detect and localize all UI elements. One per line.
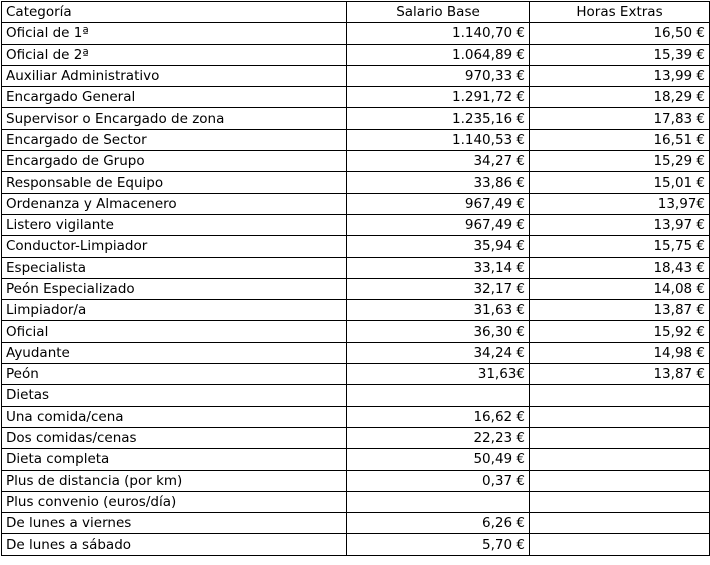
table-row	[2, 470, 710, 491]
table-row	[2, 87, 710, 108]
table-row	[2, 406, 710, 427]
horas-extras-cell: 13,87 €	[530, 364, 710, 385]
horas-extras-cell: 18,43 €	[530, 257, 710, 278]
table-row	[2, 129, 710, 150]
salario-base-cell: 35,94 €	[347, 236, 530, 257]
table-row	[2, 385, 710, 406]
category-cell: Oficial de 1ª	[2, 23, 347, 44]
salario-base-cell: 34,27 €	[347, 151, 530, 172]
horas-extras-cell	[530, 427, 710, 448]
horas-extras-cell	[530, 385, 710, 406]
table-row	[2, 513, 710, 534]
category-cell: De lunes a viernes	[2, 513, 347, 534]
table-row	[2, 278, 710, 299]
horas-extras-cell: 13,99 €	[530, 65, 710, 86]
horas-extras-cell	[530, 470, 710, 491]
salario-base-cell	[347, 385, 530, 406]
salario-base-cell: 6,26 €	[347, 513, 530, 534]
table-row	[2, 236, 710, 257]
salario-base-cell: 967,49 €	[347, 214, 530, 235]
category-cell: Especialista	[2, 257, 347, 278]
category-cell: Dos comidas/cenas	[2, 427, 347, 448]
salario-base-cell: 5,70 €	[347, 534, 530, 555]
category-cell: Responsable de Equipo	[2, 172, 347, 193]
horas-extras-cell: 13,87 €	[530, 300, 710, 321]
salario-base-cell: 50,49 €	[347, 449, 530, 470]
horas-extras-cell: 18,29 €	[530, 87, 710, 108]
salario-base-cell	[347, 491, 530, 512]
horas-extras-cell: 15,39 €	[530, 44, 710, 65]
salario-base-cell: 1.140,53 €	[347, 129, 530, 150]
category-cell: Encargado General	[2, 87, 347, 108]
category-cell: Limpiador/a	[2, 300, 347, 321]
salario-base-cell: 1.235,16 €	[347, 108, 530, 129]
category-cell: Peón Especializado	[2, 278, 347, 299]
horas-extras-cell: 15,29 €	[530, 151, 710, 172]
header-salario-base: Salario Base	[347, 2, 530, 23]
category-cell: Conductor-Limpiador	[2, 236, 347, 257]
table-row	[2, 172, 710, 193]
horas-extras-cell	[530, 534, 710, 555]
salario-base-cell: 31,63 €	[347, 300, 530, 321]
table-row	[2, 151, 710, 172]
category-cell: Peón	[2, 364, 347, 385]
salario-base-cell: 34,24 €	[347, 342, 530, 363]
table-row	[2, 427, 710, 448]
table-row	[2, 23, 710, 44]
horas-extras-cell	[530, 491, 710, 512]
salary-table	[1, 1, 710, 556]
category-cell: Dieta completa	[2, 449, 347, 470]
category-cell: Dietas	[2, 385, 347, 406]
salario-base-cell: 33,86 €	[347, 172, 530, 193]
category-cell: Oficial de 2ª	[2, 44, 347, 65]
category-cell: Plus convenio (euros/día)	[2, 491, 347, 512]
table-row	[2, 108, 710, 129]
category-cell: Oficial	[2, 321, 347, 342]
header-categoria: Categoría	[2, 2, 347, 23]
horas-extras-cell	[530, 513, 710, 534]
table-row	[2, 193, 710, 214]
category-cell: Ordenanza y Almacenero	[2, 193, 347, 214]
horas-extras-cell: 14,08 €	[530, 278, 710, 299]
salario-base-cell: 967,49 €	[347, 193, 530, 214]
table-row	[2, 534, 710, 555]
table-row	[2, 342, 710, 363]
salario-base-cell: 33,14 €	[347, 257, 530, 278]
salario-base-cell: 970,33 €	[347, 65, 530, 86]
salario-base-cell: 1.291,72 €	[347, 87, 530, 108]
salario-base-cell: 22,23 €	[347, 427, 530, 448]
horas-extras-cell: 13,97€	[530, 193, 710, 214]
table-row	[2, 300, 710, 321]
table-row	[2, 364, 710, 385]
table-row	[2, 44, 710, 65]
salario-base-cell: 31,63€	[347, 364, 530, 385]
horas-extras-cell	[530, 406, 710, 427]
table-body	[2, 23, 710, 555]
horas-extras-cell: 14,98 €	[530, 342, 710, 363]
table-row	[2, 321, 710, 342]
horas-extras-cell: 17,83 €	[530, 108, 710, 129]
header-row	[2, 2, 710, 23]
table-row	[2, 257, 710, 278]
horas-extras-cell: 16,50 €	[530, 23, 710, 44]
horas-extras-cell: 15,01 €	[530, 172, 710, 193]
category-cell: Auxiliar Administrativo	[2, 65, 347, 86]
salario-base-cell: 36,30 €	[347, 321, 530, 342]
header-horas-extras: Horas Extras	[530, 2, 710, 23]
category-cell: Plus de distancia (por km)	[2, 470, 347, 491]
salario-base-cell: 1.140,70 €	[347, 23, 530, 44]
table-row	[2, 65, 710, 86]
horas-extras-cell: 15,75 €	[530, 236, 710, 257]
category-cell: Listero vigilante	[2, 214, 347, 235]
category-cell: Encargado de Grupo	[2, 151, 347, 172]
horas-extras-cell: 13,97 €	[530, 214, 710, 235]
category-cell: Ayudante	[2, 342, 347, 363]
table-row	[2, 491, 710, 512]
horas-extras-cell: 16,51 €	[530, 129, 710, 150]
category-cell: Supervisor o Encargado de zona	[2, 108, 347, 129]
salario-base-cell: 1.064,89 €	[347, 44, 530, 65]
horas-extras-cell	[530, 449, 710, 470]
salario-base-cell: 16,62 €	[347, 406, 530, 427]
salario-base-cell: 0,37 €	[347, 470, 530, 491]
salario-base-cell: 32,17 €	[347, 278, 530, 299]
table-row	[2, 449, 710, 470]
horas-extras-cell: 15,92 €	[530, 321, 710, 342]
category-cell: Una comida/cena	[2, 406, 347, 427]
table-row	[2, 214, 710, 235]
category-cell: De lunes a sábado	[2, 534, 347, 555]
category-cell: Encargado de Sector	[2, 129, 347, 150]
